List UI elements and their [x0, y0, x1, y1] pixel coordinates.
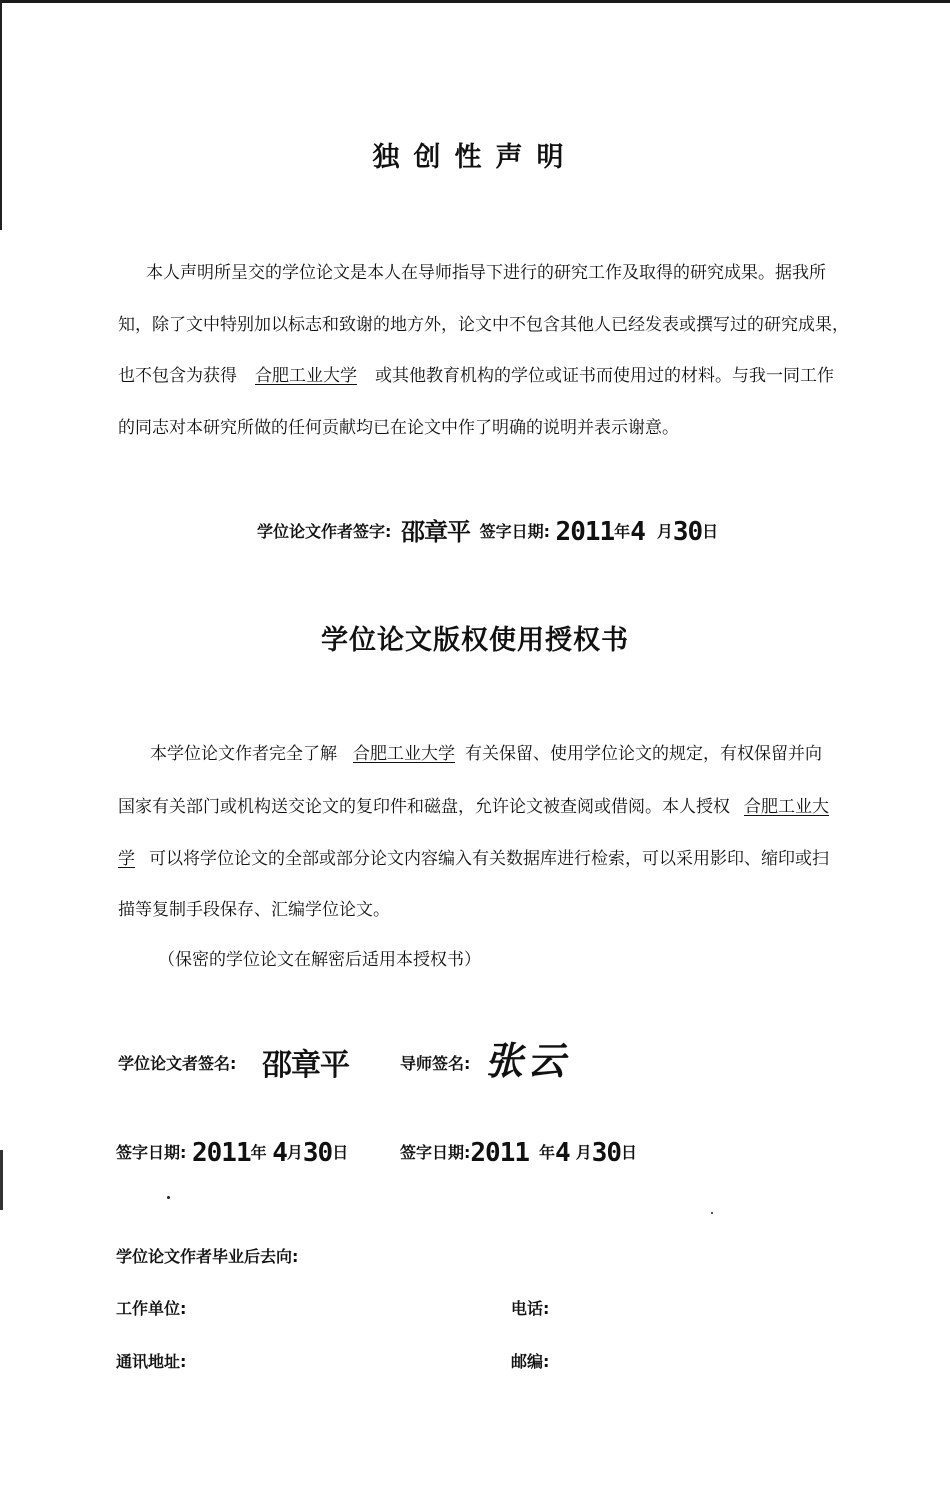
advisor-date-year: 2011 [470, 1138, 530, 1168]
authorization-school-blank-1: 合肥工业大学 [353, 744, 455, 764]
authorization-school-blank-2: 合肥工业大 [744, 797, 829, 817]
declaration-line-3-after: 或其他教育机构的学位或证书而使用过的材料。与我一同工作 [375, 366, 834, 386]
scan-border-left-lower [0, 1150, 3, 1210]
author-date-label: 签字日期: [116, 1143, 187, 1162]
advisor-sign-label: 导师签名: [400, 1054, 471, 1073]
declaration-title: 独创性声明 [372, 142, 578, 173]
declaration-line-2: 知，除了文中特别加以标志和致谢的地方外，论文中不包含其他人已经发表或撰写过的研究成果， [118, 315, 849, 335]
authorization-line-1-before: 本学位论文作者完全了解 [150, 744, 337, 764]
sign-date-day-unit: 日 [702, 522, 719, 541]
authorization-line-2 [118, 792, 829, 817]
declaration-signature-row [257, 512, 718, 547]
phone-label: 电话: [511, 1299, 550, 1318]
authorization-school-blank-2-end: 学 [118, 849, 135, 869]
author-date-day: 30 [302, 1138, 333, 1168]
advisor-date-row [400, 1138, 637, 1168]
author-date-month-unit: 月 [286, 1143, 303, 1162]
address-label: 通讯地址: [116, 1352, 187, 1371]
author-sign-label-2: 学位论文者签名: [118, 1054, 237, 1073]
author-date-year: 2011 [191, 1138, 251, 1168]
authorization-line-4: 描等复制手段保存、汇编学位论文。 [118, 900, 390, 920]
scan-speck [711, 1212, 713, 1214]
authorization-line-3 [118, 844, 829, 869]
authorization-line-2-before: 国家有关部门或机构送交论文的复印件和磁盘，允许论文被查阅或借阅。本人授权 [118, 797, 730, 817]
advisor-date-month: 4 [555, 1138, 570, 1168]
advisor-date-year-unit: 年 [539, 1143, 556, 1162]
author-date-month: 4 [272, 1138, 287, 1168]
author-date-year-unit: 年 [250, 1143, 267, 1162]
authorization-line-1 [150, 739, 822, 764]
sign-date-label: 签字日期: [479, 522, 550, 541]
advisor-date-day-unit: 日 [621, 1143, 638, 1162]
scan-border-top [0, 0, 950, 3]
scan-speck [167, 1196, 170, 1199]
declaration-school-blank: 合肥工业大学 [255, 366, 357, 386]
destination-heading: 学位论文作者毕业后去向: [116, 1247, 299, 1266]
advisor-date-label: 签字日期: [400, 1143, 471, 1162]
authorization-note: （保密的学位论文在解密后适用本授权书） [158, 950, 481, 970]
declaration-line-3-before: 也不包含为获得 [118, 366, 237, 386]
declaration-line-1: 本人声明所呈交的学位论文是本人在导师指导下进行的研究工作及取得的研究成果。据我所 [146, 263, 826, 283]
scan-border-left [0, 0, 2, 230]
author-signature-handwritten-2: 邵章平 [262, 1048, 349, 1083]
author-sign-label: 学位论文作者签字: [257, 522, 392, 541]
sign-date-day: 30 [672, 517, 703, 547]
declaration-line-3 [118, 361, 834, 386]
declaration-line-4: 的同志对本研究所做的任何贡献均已在论文中作了明确的说明并表示谢意。 [118, 418, 679, 438]
authorization-line-1-after: 有关保留、使用学位论文的规定，有权保留并向 [465, 744, 822, 764]
author-date-day-unit: 日 [332, 1143, 349, 1162]
author-date-row [116, 1138, 348, 1168]
sign-date-month: 4 [630, 517, 645, 547]
sign-date-year: 2011 [555, 517, 615, 547]
authorization-line-3-after: 可以将学位论文的全部或部分论文内容编入有关数据库进行检索，可以采用影印、缩印或扫 [149, 849, 829, 869]
postcode-label: 邮编: [511, 1352, 550, 1371]
advisor-date-month-unit: 月 [575, 1143, 592, 1162]
author-signature-handwritten: 邵章平 [400, 518, 470, 546]
work-unit-label: 工作单位: [116, 1299, 187, 1318]
sign-date-year-unit: 年 [614, 522, 631, 541]
sign-date-month-unit: 月 [656, 522, 673, 541]
authorization-title: 学位论文版权使用授权书 [321, 625, 629, 656]
advisor-date-day: 30 [591, 1138, 622, 1168]
advisor-signature-handwritten: 张云 [485, 1039, 570, 1083]
